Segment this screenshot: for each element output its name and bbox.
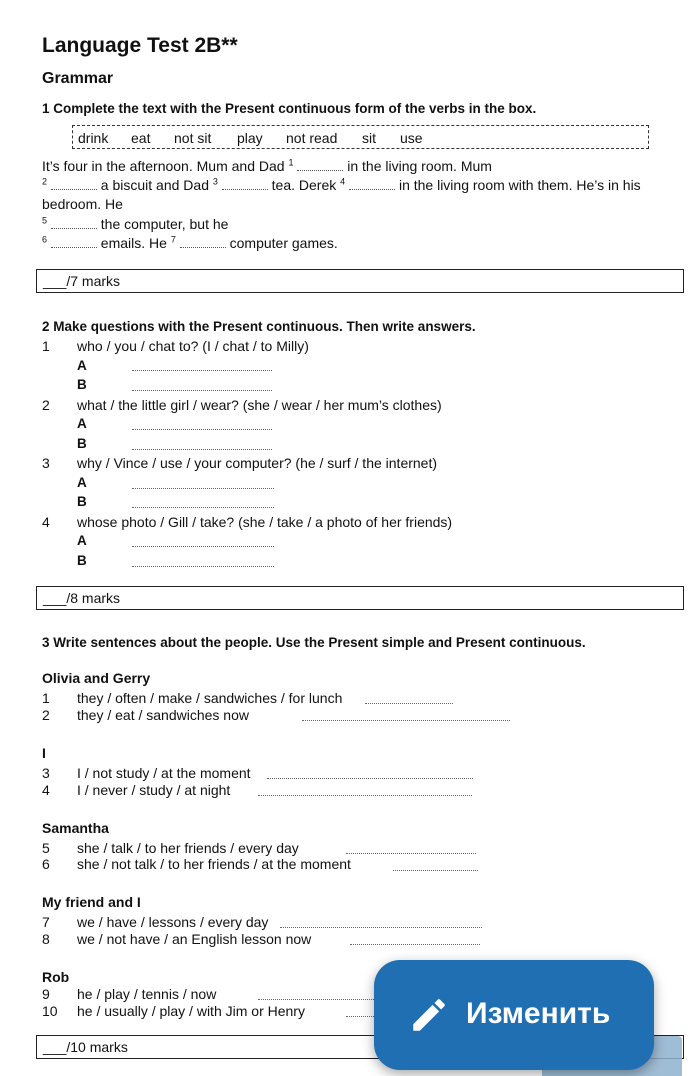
- marks-box-ex1: [36, 269, 684, 293]
- answer-label-a: A: [77, 533, 87, 548]
- verb-item: eat: [131, 130, 151, 146]
- item-number: 4: [42, 782, 50, 798]
- answer-line[interactable]: [258, 999, 378, 1000]
- item-number: 4: [42, 514, 50, 530]
- answer-line[interactable]: [132, 507, 274, 508]
- edit-button-label: Изменить: [466, 997, 611, 1030]
- question-prompt: what / the little girl / wear? (she / wear / her mum’s clothes): [77, 397, 442, 413]
- gap-3[interactable]: [222, 178, 268, 190]
- sentence-prompt: she / talk / to her friends / every day: [77, 840, 299, 856]
- answer-label-a: A: [77, 475, 87, 490]
- group-heading: Rob: [42, 969, 70, 985]
- item-number: 8: [42, 931, 50, 947]
- sentence-prompt: he / usually / play / with Jim or Henry: [77, 1003, 305, 1019]
- answer-line[interactable]: [393, 870, 478, 871]
- answer-line[interactable]: [132, 566, 274, 567]
- verb-item: drink: [78, 130, 109, 146]
- marks-label: ___/7 marks: [43, 273, 121, 289]
- group-heading: Olivia and Gerry: [42, 670, 151, 686]
- answer-line[interactable]: [280, 927, 482, 928]
- ex3-instruction: 3 Write sentences about the people. Use the Present simple and Present continuous.: [42, 635, 586, 650]
- marks-label: ___/10 marks: [43, 1039, 128, 1055]
- group-heading: My friend and I: [42, 894, 141, 910]
- answer-line[interactable]: [267, 778, 473, 779]
- answer-line[interactable]: [346, 1016, 376, 1017]
- item-number: 1: [42, 690, 50, 706]
- ex1-text-line: bedroom. He: [42, 196, 123, 212]
- group-heading: Samantha: [42, 820, 109, 836]
- item-number: 5: [42, 840, 50, 856]
- answer-line[interactable]: [132, 546, 274, 547]
- group-heading: I: [42, 745, 46, 761]
- marks-box-ex2: [36, 586, 684, 610]
- verb-item: use: [400, 130, 423, 146]
- item-number: 3: [42, 455, 50, 471]
- gap-2[interactable]: [51, 178, 97, 190]
- page-title: Language Test 2B**: [42, 34, 238, 57]
- ex1-instruction: 1 Complete the text with the Present continuous form of the verbs in the box.: [42, 101, 537, 116]
- answer-label-b: B: [77, 377, 87, 392]
- answer-line[interactable]: [132, 488, 274, 489]
- answer-line[interactable]: [132, 429, 272, 430]
- verb-item: not read: [286, 130, 338, 146]
- item-number: 2: [42, 707, 50, 723]
- sentence-prompt: we / have / lessons / every day: [77, 914, 269, 930]
- pencil-icon: [408, 994, 450, 1036]
- ex2-instruction: 2 Make questions with the Present continuous. Then write answers.: [42, 319, 476, 334]
- answer-label-b: B: [77, 494, 87, 509]
- sentence-prompt: I / never / study / at night: [77, 782, 231, 798]
- item-number: 7: [42, 914, 50, 930]
- gap-6[interactable]: [51, 236, 97, 248]
- question-prompt: why / Vince / use / your computer? (he / surf / the internet): [77, 455, 438, 471]
- ex1-text-line: $^2$ a biscuit and Dad $^3$ tea. Derek $^4$ in the living room with them. He’s in his: [42, 176, 641, 193]
- question-prompt: whose photo / Gill / take? (she / take / a photo of her friends): [77, 514, 453, 530]
- ex1-text-line: It’s four in the afternoon. Mum and Dad $^1$ in the living room. Mum: [42, 157, 492, 174]
- section-heading: Grammar: [42, 70, 114, 87]
- sentence-prompt: they / often / make / sandwiches / for lunch: [77, 690, 343, 706]
- gap-4[interactable]: [349, 178, 395, 190]
- answer-line[interactable]: [346, 853, 476, 854]
- item-number: 6: [42, 856, 50, 872]
- answer-line[interactable]: [365, 703, 453, 704]
- sentence-prompt: he / play / tennis / now: [77, 986, 217, 1002]
- item-number: 3: [42, 765, 50, 781]
- answer-label-a: A: [77, 416, 87, 431]
- gap-1[interactable]: [297, 159, 343, 171]
- ex1-text-line: $^5$ the computer, but he: [42, 215, 229, 232]
- sentence-prompt: they / eat / sandwiches now: [77, 707, 249, 723]
- verb-item: play: [237, 130, 263, 146]
- answer-line[interactable]: [302, 720, 510, 721]
- verb-item: not sit: [174, 130, 212, 146]
- item-number: 9: [42, 986, 50, 1002]
- sentence-prompt: we / not have / an English lesson now: [77, 931, 312, 947]
- answer-line[interactable]: [132, 390, 272, 391]
- item-number: 10: [42, 1003, 58, 1019]
- gap-7[interactable]: [180, 236, 226, 248]
- item-number: 2: [42, 397, 50, 413]
- verb-box: [72, 125, 649, 149]
- answer-label-b: B: [77, 436, 87, 451]
- answer-label-b: B: [77, 553, 87, 568]
- ex1-text-line: $^6$ emails. He $^7$ computer games.: [42, 234, 338, 251]
- edit-button[interactable]: [374, 960, 654, 1070]
- answer-label-a: A: [77, 358, 87, 373]
- item-number: 1: [42, 338, 50, 354]
- question-prompt: who / you / chat to? (I / chat / to Milly): [77, 338, 309, 354]
- answer-line[interactable]: [132, 370, 272, 371]
- answer-line[interactable]: [258, 795, 472, 796]
- sentence-prompt: I / not study / at the moment: [77, 765, 251, 781]
- marks-label: ___/8 marks: [43, 590, 121, 606]
- answer-line[interactable]: [350, 944, 480, 945]
- verb-item: sit: [362, 130, 376, 146]
- gap-5[interactable]: [51, 217, 97, 229]
- answer-line[interactable]: [132, 449, 272, 450]
- sentence-prompt: she / not talk / to her friends / at the moment: [77, 856, 351, 872]
